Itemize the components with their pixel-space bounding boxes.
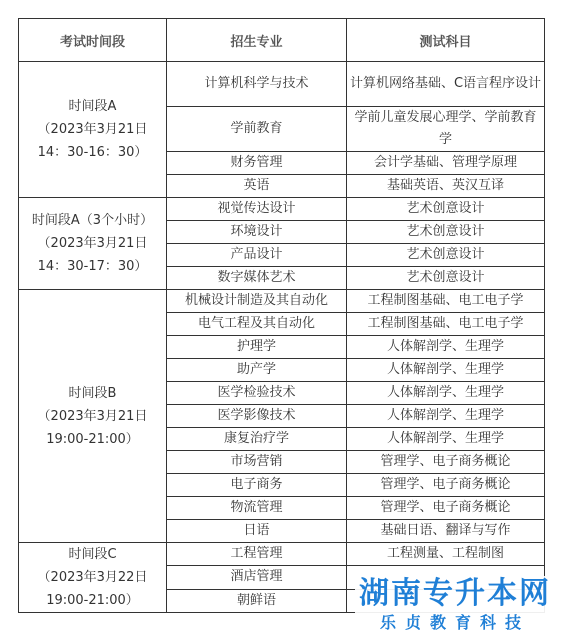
period-cell [19, 543, 167, 613]
major-cell: 医学检验技术 [167, 382, 347, 405]
subject-cell: 管理学、电子商务概论 [347, 497, 545, 520]
table-row [19, 62, 545, 107]
major-cell: 日语 [167, 520, 347, 543]
major-cell: 朝鲜语 [167, 589, 347, 612]
subject-cell: 人体解剖学、生理学 [347, 359, 545, 382]
subject-cell: 工程制图基础、电工电子学 [347, 313, 545, 336]
subject-cell: 艺术创意设计 [347, 244, 545, 267]
period-name: 时间段A（3个小时） [31, 213, 154, 228]
major-cell: 医学影像技术 [167, 405, 347, 428]
period-date: （2023年3月21日 [37, 408, 148, 424]
table-row [19, 543, 545, 566]
period-time: 14：30-16：30） [37, 145, 148, 160]
major-cell: 环境设计 [167, 221, 347, 244]
subject-cell: 管理学、电子商务概论 [347, 451, 545, 474]
table-row [19, 290, 545, 313]
header-subject: 测试科目 [347, 19, 545, 62]
major-cell: 工程管理 [167, 543, 347, 566]
subject-cell: 工程制图基础、电工电子学 [347, 290, 545, 313]
major-cell: 助产学 [167, 359, 347, 382]
subject-cell: 基础英语、英汉互译 [347, 175, 545, 198]
period-cell [19, 290, 167, 543]
major-cell: 计算机科学与技术 [167, 62, 347, 107]
period-date: （2023年3月21日 [37, 236, 148, 251]
header-row [19, 19, 545, 62]
watermark-logo [355, 576, 555, 634]
subject-cell: 学前儿童发展心理学、学前教育学 [347, 107, 545, 152]
subject-cell: 艺术创意设计 [347, 267, 545, 290]
period-time: 14：30-17：30） [37, 259, 148, 274]
watermark-subtitle: 乐贞教育科技 [379, 613, 530, 632]
subject-cell: 会计学基础、管理学原理 [347, 152, 545, 175]
period-name: 时间段A [68, 99, 117, 114]
major-cell: 康复治疗学 [167, 428, 347, 451]
period-name: 时间段C [68, 547, 117, 562]
subject-cell: 人体解剖学、生理学 [347, 405, 545, 428]
header-major: 招生专业 [167, 19, 347, 62]
period-cell [19, 198, 167, 290]
period-date: （2023年3月22日 [37, 570, 148, 585]
subject-cell: 艺术创意设计 [347, 198, 545, 221]
major-cell: 电气工程及其自动化 [167, 313, 347, 336]
subject-cell: 人体解剖学、生理学 [347, 336, 545, 359]
major-cell: 产品设计 [167, 244, 347, 267]
period-date: （2023年3月21日 [37, 122, 148, 137]
subject-cell: 工程测量、工程制图 [347, 543, 545, 566]
major-cell: 财务管理 [167, 152, 347, 175]
period-time: 19:00-21:00） [46, 431, 139, 447]
watermark-title: 湖南专升本网 [359, 577, 551, 610]
subject-cell: 管理学、电子商务概论 [347, 474, 545, 497]
table-row [19, 198, 545, 221]
major-cell: 物流管理 [167, 497, 347, 520]
major-cell: 护理学 [167, 336, 347, 359]
header-period: 考试时间段 [19, 19, 167, 62]
period-cell [19, 62, 167, 198]
major-cell: 视觉传达设计 [167, 198, 347, 221]
major-cell: 数字媒体艺术 [167, 267, 347, 290]
subject-cell: 人体解剖学、生理学 [347, 382, 545, 405]
major-cell: 英语 [167, 175, 347, 198]
period-time: 19:00-21:00） [46, 593, 139, 608]
major-cell: 学前教育 [167, 107, 347, 152]
major-cell: 酒店管理 [167, 566, 347, 589]
subject-cell: 人体解剖学、生理学 [347, 428, 545, 451]
period-name: 时间段B [68, 385, 117, 401]
exam-schedule-table [18, 18, 545, 613]
subject-cell: 基础日语、翻译与写作 [347, 520, 545, 543]
major-cell: 电子商务 [167, 474, 347, 497]
subject-cell: 艺术创意设计 [347, 221, 545, 244]
major-cell: 市场营销 [167, 451, 347, 474]
major-cell: 机械设计制造及其自动化 [167, 290, 347, 313]
subject-cell: 计算机网络基础、C语言程序设计 [347, 62, 545, 107]
